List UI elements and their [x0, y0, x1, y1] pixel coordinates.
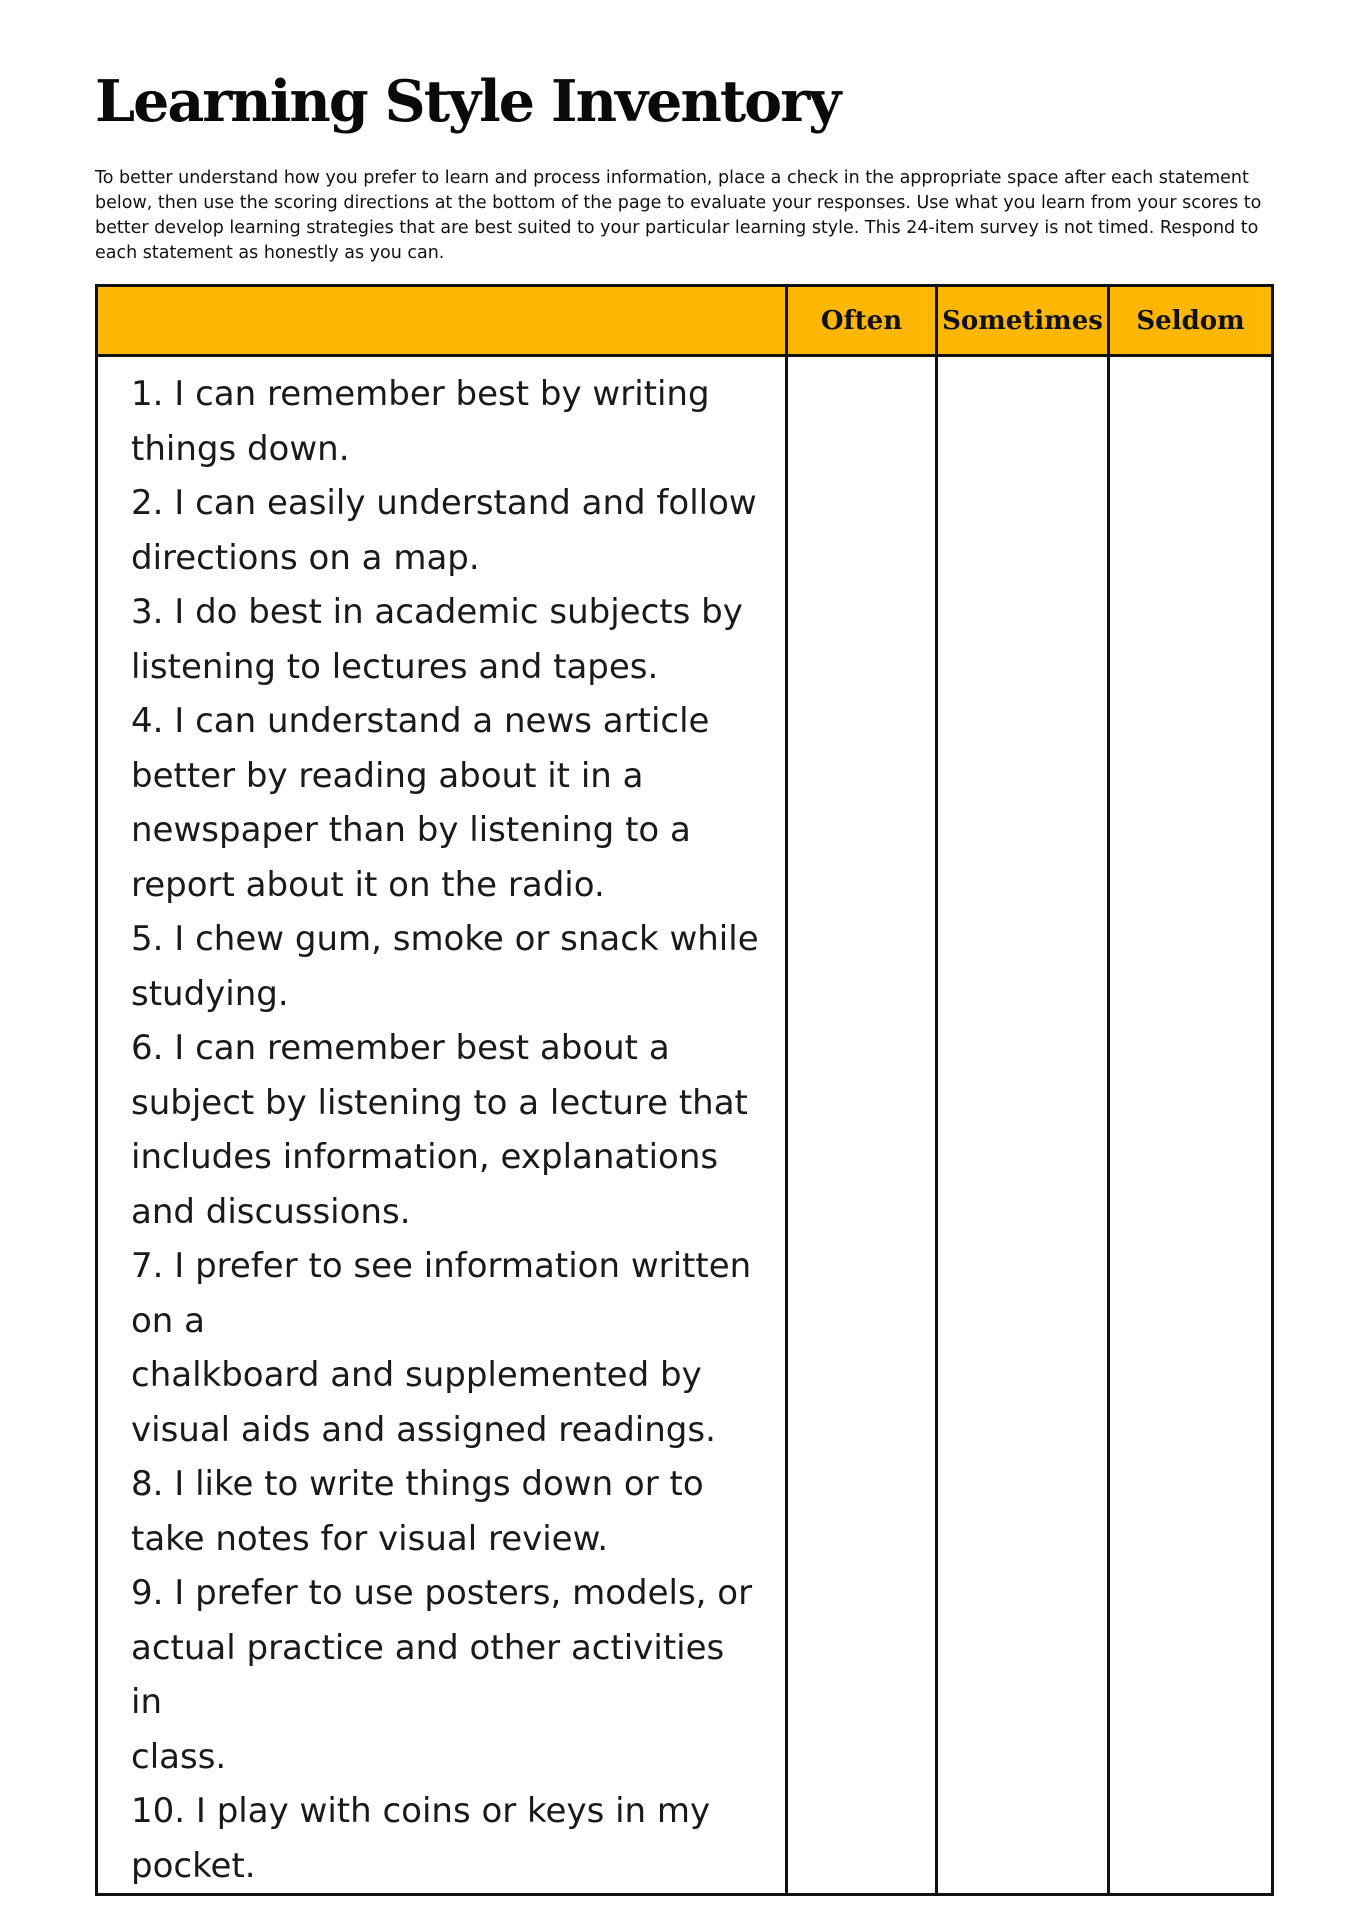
- statements-cell: [97, 356, 787, 1895]
- statement-item: 2. I can easily understand and follow directions on a map.: [131, 483, 757, 578]
- statements-row: [97, 356, 1273, 1895]
- seldom-check-cell[interactable]: [1109, 356, 1273, 1895]
- seldom-column-header: Seldom: [1109, 286, 1273, 356]
- often-column-header: Often: [787, 286, 937, 356]
- statement-column-header: [97, 286, 787, 356]
- statement-item: 9. I prefer to use posters, models, or actual practice and other activities in class.: [131, 1573, 753, 1777]
- table-header-row: [97, 286, 1273, 356]
- statement-list: [98, 357, 785, 1893]
- often-check-cell[interactable]: [787, 356, 937, 1895]
- survey-table: [95, 284, 1274, 1896]
- statement-item: 7. I prefer to see information written on a chalkboard and supplemented by visual aids and assigned readings.: [131, 1246, 752, 1450]
- statement-item: 8. I like to write things down or to take notes for visual review.: [131, 1464, 704, 1559]
- instructions-paragraph: To better understand how you prefer to learn and process information, place a check in the appropriate space after each statement below, then use the scoring directions at the bottom of the page to evaluate your responses. Use what you learn from your scores to better develop learning strategies that are best suited to your particular learning style. This 24-item survey is not timed. Respond to each statement as honestly as you can.: [95, 168, 1262, 263]
- statement-item: 5. I chew gum, smoke or snack while studying.: [131, 919, 759, 1014]
- statement-item: 1. I can remember best by writing things down.: [131, 374, 710, 469]
- sometimes-check-cell[interactable]: [937, 356, 1109, 1895]
- statement-item: 10. I play with coins or keys in my pocket.: [131, 1791, 711, 1886]
- sometimes-column-header: Sometimes: [937, 286, 1109, 356]
- statement-item: 3. I do best in academic subjects by listening to lectures and tapes.: [131, 592, 743, 687]
- statement-item: 4. I can understand a news article better by reading about it in a newspaper than by listening to a report about it on the radio.: [131, 701, 710, 905]
- statement-item: 6. I can remember best about a subject by listening to a lecture that includes information, explanations and discussions.: [131, 1028, 748, 1232]
- page-title: Learning Style Inventory: [95, 68, 840, 135]
